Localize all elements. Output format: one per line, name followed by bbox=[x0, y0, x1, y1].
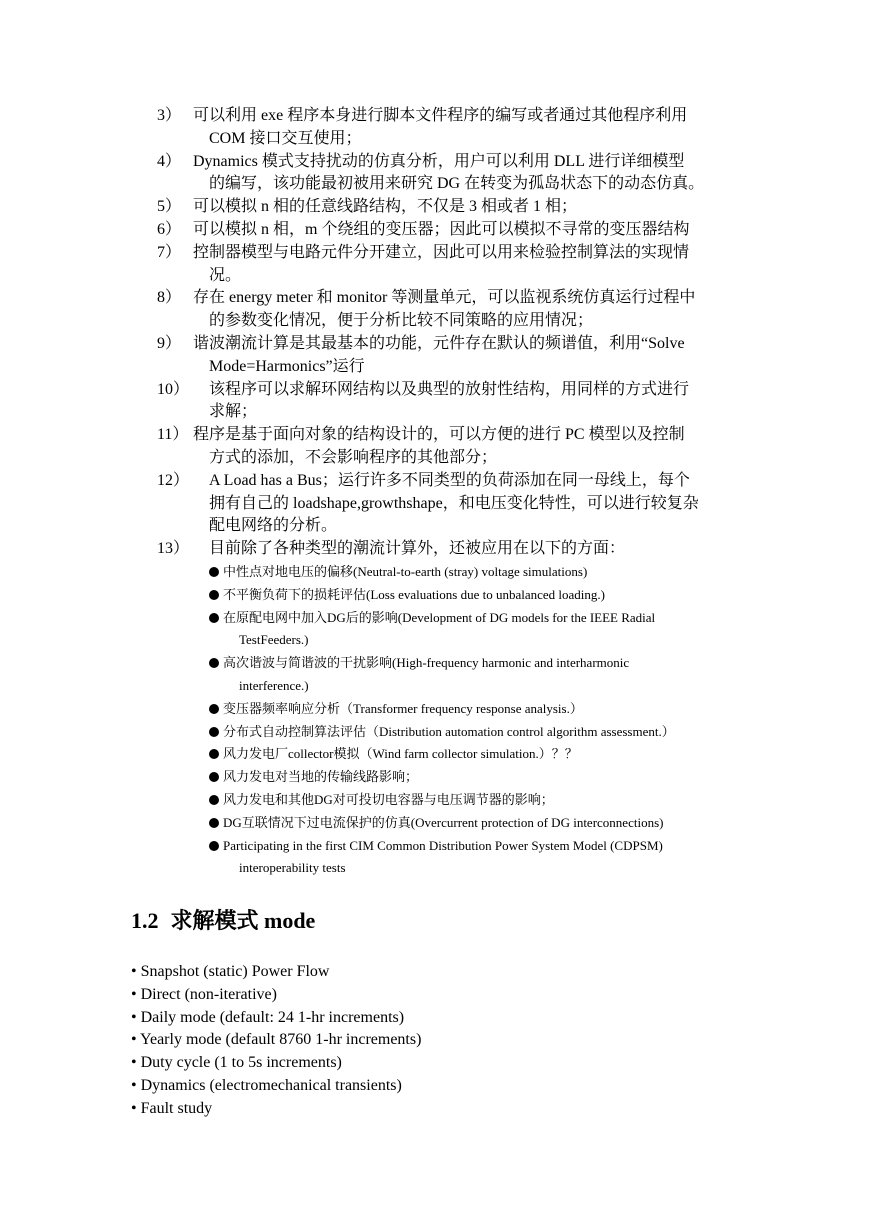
numbered-item bbox=[157, 379, 747, 425]
bullet-item bbox=[209, 812, 747, 835]
bullet-item bbox=[209, 561, 747, 584]
item-text-line: 谐波潮流计算是其最基本的功能，元件存在默认的频谱值，利用“Solve bbox=[193, 334, 685, 352]
item-text-line: 方式的添加，不会影响程序的其他部分； bbox=[209, 448, 498, 466]
item-number: 12） bbox=[157, 471, 190, 489]
item-number: 6） bbox=[157, 220, 182, 238]
item-number: 9） bbox=[157, 334, 182, 352]
item-text-line: 求解； bbox=[209, 403, 258, 421]
bullet-text-line: 不平衡负荷下的损耗评估(Loss evaluations due to unbalanced loading.) bbox=[223, 586, 605, 602]
item-text-line: 存在 energy meter 和 monitor 等测量单元，可以监视系统仿真运行过程中 bbox=[193, 289, 696, 307]
bullet-text-line: TestFeeders.) bbox=[239, 632, 309, 648]
item-text-line: Mode=Harmonics”运行 bbox=[209, 357, 365, 375]
bullet-item bbox=[209, 652, 747, 698]
numbered-item bbox=[157, 424, 747, 470]
bullet-text-line: 变压器频率响应分析（Transformer frequency response analysis.） bbox=[223, 700, 583, 716]
numbered-item bbox=[157, 538, 747, 561]
item-text-line: 拥有自己的 loadshape,growthshape，和电压变化特性，可以进行较复杂 bbox=[209, 494, 699, 512]
numbered-items bbox=[157, 105, 747, 561]
item-text-line: 的编写，该功能最初被用来研究 DG 在转变为孤岛状态下的动态仿真。 bbox=[209, 175, 705, 193]
bullet-text-line: Participating in the first CIM Common Distribution Power System Model (CDPSM) bbox=[223, 837, 663, 853]
bullet-dot-icon bbox=[209, 841, 219, 851]
bullet-text-line: interference.) bbox=[239, 677, 309, 693]
item-text-line: 可以模拟 n 相，m 个绕组的变压器；因此可以模拟不寻常的变压器结构 bbox=[193, 220, 690, 238]
numbered-item bbox=[157, 105, 747, 151]
section-heading bbox=[131, 904, 315, 935]
mode-list-item: • Duty cycle (1 to 5s increments) bbox=[131, 1054, 342, 1072]
solution-mode-list bbox=[131, 961, 421, 1121]
mode-list-item: • Daily mode (default: 24 1-hr increments) bbox=[131, 1008, 405, 1026]
bullet-dot-icon bbox=[209, 567, 219, 577]
bullet-text-line: 在原配电网中加入DG后的影响(Development of DG models for the IEEE Radial bbox=[223, 609, 656, 625]
bullet-text-line: 风力发电和其他DG对可投切电容器与电压调节器的影响； bbox=[223, 791, 554, 807]
bullet-item bbox=[209, 721, 747, 744]
item-number: 7） bbox=[157, 243, 182, 261]
bullet-item bbox=[209, 743, 747, 766]
item-text-line: 控制器模型与电路元件分开建立，因此可以用来检验控制算法的实现情 bbox=[193, 243, 690, 261]
item-number: 8） bbox=[157, 289, 182, 307]
item-text-line: Dynamics 模式支持扰动的仿真分析，用户可以利用 DLL 进行详细模型 bbox=[193, 152, 685, 170]
item-number: 13） bbox=[157, 540, 190, 558]
item-number: 5） bbox=[157, 198, 182, 216]
item-number: 10） bbox=[157, 380, 190, 398]
section-title-text: 求解模式 mode bbox=[170, 908, 316, 933]
bullet-text-line: interoperability tests bbox=[239, 860, 346, 876]
mode-list-item: • Fault study bbox=[131, 1099, 213, 1117]
bullet-item bbox=[209, 584, 747, 607]
bullet-item bbox=[209, 607, 747, 653]
numbered-item bbox=[157, 333, 747, 379]
item-number: 3） bbox=[157, 107, 182, 124]
bullet-dot-icon bbox=[209, 704, 219, 714]
numbered-item bbox=[157, 219, 747, 242]
bullet-dot-icon bbox=[209, 818, 219, 828]
bullet-dot-icon bbox=[209, 795, 219, 805]
numbered-item bbox=[157, 287, 747, 333]
item-text-line: 配电网络的分析。 bbox=[209, 517, 338, 535]
bullet-text-line: 高次谐波与简谐波的干扰影响(High-frequency harmonic and interharmonic bbox=[223, 655, 630, 671]
mode-list-item: • Direct (non-iterative) bbox=[131, 985, 277, 1003]
item-text-line: 该程序可以求解环网结构以及典型的放射性结构，用同样的方式进行 bbox=[209, 380, 690, 398]
item-number: 4） bbox=[157, 152, 182, 170]
application-bullet-list bbox=[157, 561, 747, 880]
bullet-text-line: 分布式自动控制算法评估（Distribution automation control algorithm assessment.） bbox=[223, 723, 675, 739]
item-text-line: 的参数变化情况，便于分析比较不同策略的应用情况； bbox=[209, 312, 594, 330]
bullet-item bbox=[209, 766, 747, 789]
mode-list-item: • Dynamics (electromechanical transients) bbox=[131, 1076, 402, 1094]
bullet-item bbox=[209, 698, 747, 721]
mode-list-item: • Snapshot (static) Power Flow bbox=[131, 963, 330, 980]
item-text-line: 目前除了各种类型的潮流计算外，还被应用在以下的方面： bbox=[209, 540, 626, 558]
bullet-item bbox=[209, 835, 747, 881]
item-number: 11） bbox=[157, 426, 189, 444]
item-text-line: 可以利用 exe 程序本身进行脚本文件程序的编写或者通过其他程序利用 bbox=[193, 107, 688, 124]
bullet-dot-icon bbox=[209, 727, 219, 737]
numbered-item bbox=[157, 242, 747, 288]
bullet-dot-icon bbox=[209, 613, 219, 623]
bullet-dot-icon bbox=[209, 590, 219, 600]
bullet-text-line: 风力发电对当地的传输线路影响； bbox=[223, 769, 419, 785]
mode-list-item: • Yearly mode (default 8760 1-hr increments) bbox=[131, 1031, 422, 1049]
item-text-line: 可以模拟 n 相的任意线路结构，不仅是 3 相或者 1 相； bbox=[193, 198, 578, 216]
item-text-line: COM 接口交互使用； bbox=[209, 129, 362, 147]
numbered-item bbox=[157, 196, 747, 219]
numbered-list bbox=[157, 105, 747, 880]
item-text-line: A Load has a Bus；运行许多不同类型的负荷添加在同一母线上，每个 bbox=[209, 471, 690, 489]
item-text-line: 况。 bbox=[209, 266, 242, 284]
bullet-text-line: DG互联情况下过电流保护的仿真(Overcurrent protection of DG interconnections) bbox=[223, 814, 664, 830]
bullet-text-line: 中性点对地电压的偏移(Neutral-to-earth (stray) voltage simulations) bbox=[223, 563, 588, 579]
bullet-text-line: 风力发电厂collector模拟（Wind farm collector simulation.）？？ bbox=[223, 746, 578, 762]
numbered-item bbox=[157, 470, 747, 538]
section-number: 1.2 bbox=[131, 908, 159, 933]
item-text-line: 程序是基于面向对象的结构设计的，可以方便的进行 PC 模型以及控制 bbox=[193, 426, 685, 444]
bullet-item bbox=[209, 789, 747, 812]
numbered-item bbox=[157, 151, 747, 197]
